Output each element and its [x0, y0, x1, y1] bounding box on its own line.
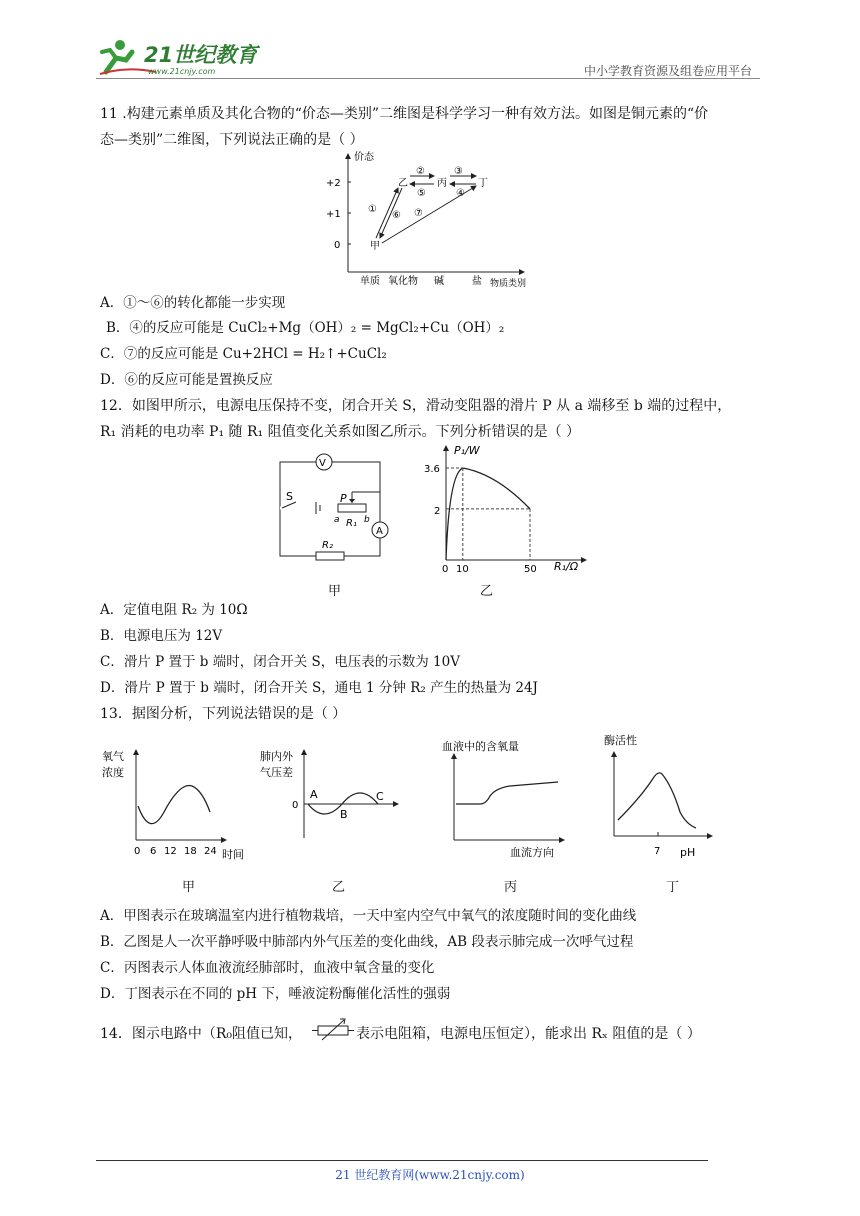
- slider-label: P: [340, 492, 347, 505]
- ammeter-label: A: [376, 526, 383, 537]
- q12-circuit: [272, 446, 402, 578]
- logo-url: www.21cnjy.com: [148, 67, 216, 76]
- q13-graph-blood: [440, 736, 570, 862]
- q12-circuit-caption: 甲: [328, 584, 342, 599]
- q12-stem-1: 12．如图甲所示，电源电压保持不变，闭合开关 S，滑动变阻器的滑片 P 从 a 端移至 b 端的过程中，: [100, 398, 732, 414]
- g1-ylabel-2: 浓度: [102, 766, 124, 779]
- q13-option-b: B．乙图是人一次平静呼吸中肺部内外气压差的变化曲线，AB 段表示肺完成一次呼气过程: [100, 934, 634, 950]
- node-jia: 甲: [370, 241, 380, 252]
- g2-ylabel-2: 气压差: [260, 766, 293, 779]
- g2-point-b: B: [340, 808, 348, 821]
- q12-option-d: D．滑片 P 置于 b 端时，闭合开关 S，通电 1 分钟 R₂ 产生的热量为 24J: [100, 680, 538, 696]
- q13-option-a: A．甲图表示在玻璃温室内进行植物栽培，一天中室内空气中氧气的浓度随时间的变化曲线: [100, 908, 637, 924]
- g1-ylabel-1: 氧气: [102, 750, 124, 763]
- node-ding: 丁: [478, 178, 488, 189]
- g2-ylabel-1: 肺内外: [260, 750, 293, 763]
- q13-option-d: D．丁图表示在不同的 pH 下，唾液淀粉酶催化活性的强弱: [100, 986, 451, 1002]
- g3-ylabel: 血液中的含氧量: [442, 740, 519, 753]
- g3-curve: [456, 782, 558, 804]
- tick-plus1: +1: [326, 209, 341, 220]
- arrow-2: ②: [416, 166, 425, 177]
- x-tick-elem: 单质: [360, 276, 380, 287]
- tick-zero: 0: [334, 240, 341, 251]
- g3-xlabel: 血流方向: [510, 846, 554, 859]
- g4-x-7: 7: [654, 846, 661, 857]
- g1-curve: [138, 786, 210, 824]
- header-divider: [96, 78, 760, 79]
- g2-zero: 0: [292, 800, 299, 811]
- q13-g1-caption: 甲: [182, 880, 196, 895]
- q13-g3-caption: 丙: [504, 880, 518, 895]
- q11-figure: [320, 148, 540, 290]
- end-a-label: a: [334, 515, 340, 525]
- q14-stem-part1: 14．图示电路中（R₀阻值已知，: [100, 1026, 302, 1042]
- g1-x-12: 12: [164, 846, 177, 857]
- q12-stem-2: R₁ 消耗的电功率 P₁ 随 R₁ 阻值变化关系如图乙所示。下列分析错误的是（ ）: [100, 424, 581, 440]
- q12-option-b: B．电源电压为 12V: [100, 628, 223, 644]
- q13-g4-caption: 丁: [666, 880, 680, 895]
- graph-y-tick-2: 2: [434, 506, 441, 517]
- q13-option-c: C．丙图表示人体血液流经肺部时，血液中氧含量的变化: [100, 960, 435, 976]
- q11-option-d: D．⑥的反应可能是置换反应: [100, 372, 273, 388]
- platform-name: 中小学教育资源及组卷应用平台: [583, 64, 752, 78]
- y-axis-label: 价态: [354, 152, 374, 163]
- voltmeter-label: V: [319, 458, 326, 469]
- g1-x-0: 0: [134, 846, 141, 857]
- q13-graph-enzyme: [600, 728, 724, 862]
- r1-label: R₁: [346, 518, 357, 529]
- graph-x-tick-0: 0: [442, 564, 449, 574]
- x-axis-label: 物质类别: [490, 279, 527, 289]
- g2-point-a: A: [310, 788, 318, 801]
- q12-option-a: A．定值电阻 R₂ 为 10Ω: [100, 602, 248, 618]
- site-logo: [96, 36, 266, 80]
- node-yi: 乙: [398, 178, 408, 189]
- q13-stem: 13．据图分析，下列说法错误的是（ ）: [100, 706, 347, 722]
- q12-option-c: C．滑片 P 置于 b 端时，闭合开关 S，电压表的示数为 10V: [100, 654, 460, 670]
- q11-stem-2: 态—类别”二维图，下列说法正确的是（ ）: [100, 132, 364, 148]
- graph-y-label: P₁/W: [454, 444, 480, 457]
- q12-power-graph: [420, 440, 596, 574]
- q11-option-a: A．①～⑥的转化都能一步实现: [100, 295, 286, 311]
- graph-x-label: R₁/Ω: [554, 560, 579, 573]
- arrow-1: ①: [368, 204, 377, 215]
- x-tick-base: 碱: [434, 276, 444, 287]
- arrow-7: ⑦: [414, 208, 423, 219]
- g1-x-24: 24: [204, 846, 217, 857]
- footer-divider: [96, 1160, 708, 1161]
- graph-x-tick-50: 50: [524, 564, 537, 574]
- tick-plus2: +2: [326, 178, 341, 189]
- footer-text: 21 世纪教育网(www.21cnjy.com): [335, 1168, 525, 1182]
- g4-xlabel: pH: [680, 846, 696, 859]
- q11-stem-1: 11 .构建元素单质及其化合物的“价态—类别”二维图是科学学习一种有效方法。如图是铜元素的“价: [100, 106, 709, 122]
- q13-graph-oxygen: [100, 742, 260, 866]
- logo-text: 21世纪教育: [144, 43, 258, 67]
- g1-x-18: 18: [184, 846, 197, 857]
- node-bing: 丙: [437, 178, 447, 189]
- x-tick-oxide: 氧化物: [388, 276, 418, 287]
- switch-label: S: [286, 490, 293, 503]
- r2-label: R₂: [322, 540, 333, 551]
- arrow-4: ④: [456, 188, 465, 199]
- end-b-label: b: [364, 515, 370, 525]
- p1-curve: [446, 468, 530, 560]
- runner-icon: [96, 36, 266, 80]
- x-tick-salt: 盐: [472, 276, 482, 287]
- resistance-box-icon: [312, 1014, 354, 1042]
- q11-option-c: C．⑦的反应可能是 Cu+2HCl = H₂↑+CuCl₂: [100, 346, 387, 362]
- arrow-6: ⑥: [392, 210, 401, 221]
- arrow-3: ③: [454, 166, 463, 177]
- q12-graph-caption: 乙: [480, 584, 494, 599]
- g1-xlabel: 时间: [222, 848, 244, 861]
- g2-point-c: C: [376, 790, 384, 803]
- arrow-5: ⑤: [417, 188, 426, 199]
- graph-x-tick-10: 10: [456, 564, 469, 574]
- q13-graph-pressure: [258, 742, 408, 866]
- q11-option-b: B．④的反应可能是 CuCl₂+Mg（OH）₂ = MgCl₂+Cu（OH）₂: [106, 320, 505, 336]
- g4-ylabel: 酶活性: [604, 734, 637, 747]
- g1-x-6: 6: [150, 846, 157, 857]
- g4-curve: [618, 773, 696, 828]
- q14-stem-part2: 表示电阻箱，电源电压恒定），能求出 Rₓ 阻值的是（ ）: [356, 1026, 701, 1042]
- q13-g2-caption: 乙: [332, 880, 346, 895]
- graph-y-tick-36: 3.6: [424, 464, 440, 475]
